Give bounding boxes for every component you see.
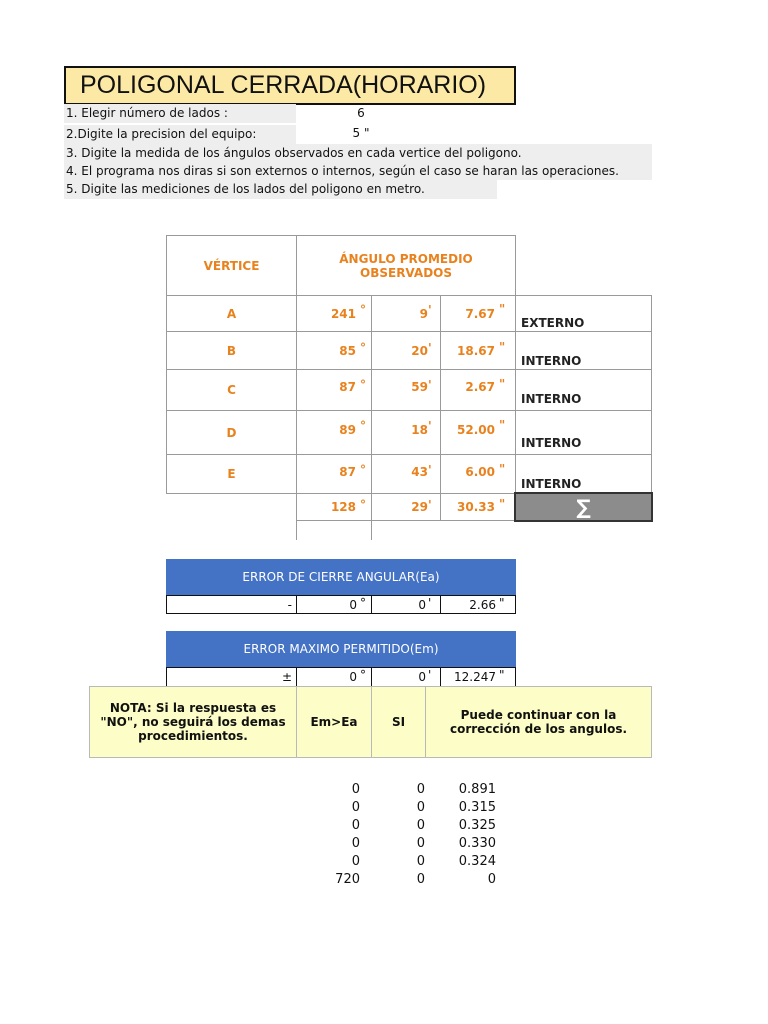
min-unit: ' <box>428 419 432 433</box>
error-maximo-deg: 0 <box>296 667 372 687</box>
instruction-sides: 5. Digite las mediciones de los lados del poligono en metro. <box>64 180 497 199</box>
deg-unit: ° <box>360 419 366 433</box>
sec-unit: " <box>499 462 506 476</box>
bottom-col-3 <box>430 782 496 890</box>
bottom-cell: 0 <box>416 818 425 833</box>
error-angular-sec: 2.66 <box>440 595 516 614</box>
bottom-cell: 0.325 <box>458 818 496 833</box>
header-angle: ÁNGULO PROMEDIO OBSERVADOS <box>296 235 516 296</box>
bottom-cell: 0.330 <box>458 836 496 851</box>
bottom-cell: 0.891 <box>458 782 496 797</box>
sum-sec: 30.33 <box>440 493 516 521</box>
error-maximo-title: ERROR MAXIMO PERMITIDO(Em) <box>166 631 516 667</box>
min-e[interactable]: 43 <box>371 454 441 494</box>
error-angular-title: ERROR DE CIERRE ANGULAR(Ea) <box>166 559 516 595</box>
deg-d[interactable]: 89 <box>296 410 372 455</box>
bottom-values <box>300 782 500 902</box>
nota-answer: SI <box>371 686 426 758</box>
instruction-angles: 3. Digite la medida de los ángulos observados en cada vertice del poligono. <box>64 144 652 162</box>
sec-unit: " <box>499 668 505 682</box>
sec-e[interactable]: 6.00 <box>440 454 516 494</box>
deg-unit: ° <box>360 303 366 317</box>
instruction-precision-label: 2.Digite la precision del equipo: <box>64 125 296 144</box>
sec-b[interactable]: 18.67 <box>440 331 516 370</box>
bottom-cell: 0 <box>351 800 360 815</box>
type-a: EXTERNO <box>515 295 652 332</box>
nota-text: Si la respuesta es "NO", no seguirá los demas procedimientos. <box>100 701 286 743</box>
type-e: INTERNO <box>515 454 652 494</box>
bottom-cell: 0 <box>351 854 360 869</box>
sum-icon: ∑ <box>514 492 653 522</box>
instruction-sides-label: 1. Elegir número de lados : <box>64 104 296 123</box>
deg-unit: ° <box>360 596 366 610</box>
error-angular-deg: 0 <box>296 595 372 614</box>
sec-d[interactable]: 52.00 <box>440 410 516 455</box>
error-maximo-sec: 12.247 <box>440 667 516 687</box>
deg-a[interactable]: 241 <box>296 295 372 332</box>
sec-unit: " <box>499 418 506 432</box>
bottom-cell: 0 <box>416 872 425 887</box>
sec-unit: " <box>499 497 506 511</box>
min-unit: ' <box>428 498 432 512</box>
bottom-cell: 0 <box>416 782 425 797</box>
error-angular-sign: - <box>166 595 297 614</box>
precision-input[interactable]: 5 " <box>352 126 370 140</box>
deg-unit: ° <box>360 498 366 512</box>
bottom-cell: 0.315 <box>458 800 496 815</box>
error-angular-min: 0 <box>371 595 441 614</box>
bottom-col-2 <box>370 782 425 890</box>
min-d[interactable]: 18 <box>371 410 441 455</box>
sum-min: 29 <box>371 493 441 521</box>
vertex-a: A <box>166 295 297 332</box>
bottom-cell: 0 <box>487 872 496 887</box>
sum-deg: 128 <box>296 493 372 521</box>
min-b[interactable]: 20 <box>371 331 441 370</box>
error-maximo-min: 0 <box>371 667 441 687</box>
nota-comparison: Em>Ea <box>296 686 372 758</box>
min-unit: ' <box>428 596 432 610</box>
sec-unit: " <box>499 596 505 610</box>
vertex-e: E <box>166 454 297 494</box>
grid-line <box>371 521 372 540</box>
grid-line <box>296 521 297 540</box>
min-unit: ' <box>428 303 432 317</box>
deg-b[interactable]: 85 <box>296 331 372 370</box>
deg-unit: ° <box>360 341 366 355</box>
bottom-cell: 720 <box>335 872 360 887</box>
bottom-col-1 <box>300 782 360 890</box>
type-c: INTERNO <box>515 369 652 411</box>
min-a[interactable]: 9 <box>371 295 441 332</box>
bottom-cell: 0 <box>416 854 425 869</box>
vertex-d: D <box>166 410 297 455</box>
deg-unit: ° <box>360 668 366 682</box>
bottom-cell: 0.324 <box>458 854 496 869</box>
min-unit: ' <box>428 341 432 355</box>
min-unit: ' <box>428 378 432 392</box>
deg-c[interactable]: 87 <box>296 369 372 411</box>
header-vertex: VÉRTICE <box>166 235 297 296</box>
sec-unit: " <box>499 340 506 354</box>
deg-e[interactable]: 87 <box>296 454 372 494</box>
min-unit: ' <box>428 668 432 682</box>
bottom-cell: 0 <box>416 836 425 851</box>
vertex-b: B <box>166 331 297 370</box>
sides-count-input[interactable]: 6 <box>357 106 365 120</box>
nota-box <box>89 686 297 758</box>
page-title: POLIGONAL CERRADA(HORARIO) <box>64 66 516 105</box>
bottom-cell: 0 <box>351 782 360 797</box>
bottom-cell: 0 <box>351 818 360 833</box>
deg-unit: ° <box>360 463 366 477</box>
sec-unit: " <box>499 302 506 316</box>
sec-a[interactable]: 7.67 <box>440 295 516 332</box>
sec-unit: " <box>499 377 506 391</box>
type-d: INTERNO <box>515 410 652 455</box>
nota-message: Puede continuar con la corrección de los angulos. <box>425 686 652 758</box>
deg-unit: ° <box>360 378 366 392</box>
min-unit: ' <box>428 463 432 477</box>
bottom-cell: 0 <box>351 836 360 851</box>
nota-label: NOTA: <box>109 701 152 715</box>
instruction-program: 4. El programa nos diras si son externos o internos, según el caso se haran las operaciones. <box>64 162 652 180</box>
min-c[interactable]: 59 <box>371 369 441 411</box>
bottom-cell: 0 <box>416 800 425 815</box>
sec-c[interactable]: 2.67 <box>440 369 516 411</box>
type-b: INTERNO <box>515 331 652 370</box>
vertex-c: C <box>166 369 297 411</box>
error-maximo-sign: ± <box>166 667 297 687</box>
